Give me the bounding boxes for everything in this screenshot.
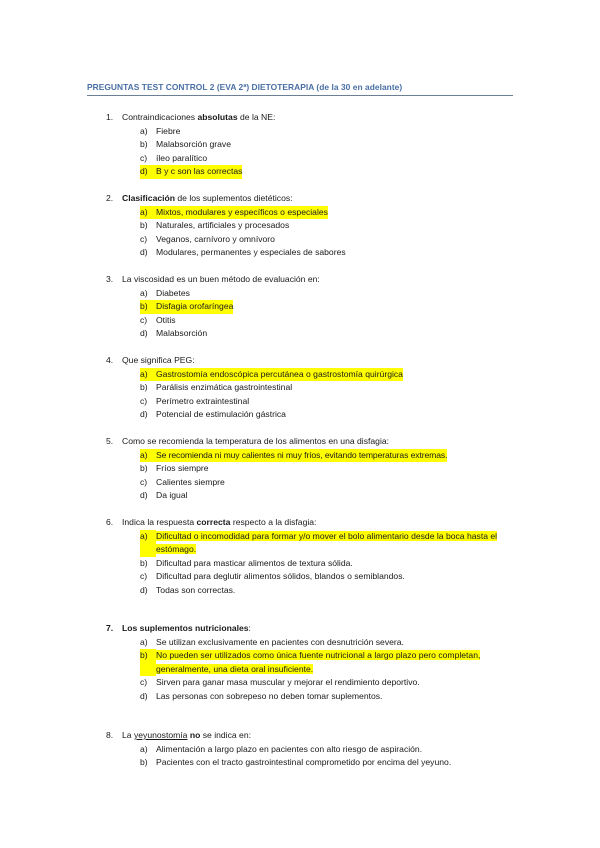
question-text: Clasificación de los suplementos dietéticos: — [122, 193, 293, 203]
option-a-correct: a) Gastrostomía endoscópica percutánea o gastrostomía quirúrgica — [140, 368, 516, 382]
question-1 — [106, 111, 516, 179]
question-3 — [106, 273, 516, 341]
option-b-correct: b) Disfagia orofaríngea — [140, 300, 516, 314]
option-b: b) Fríos siempre — [140, 463, 209, 473]
question-text: Que significa PEG: — [122, 355, 195, 365]
option-d: d) Todas son correctas. — [140, 584, 236, 595]
option-b: b) Naturales, artificiales y procesados — [140, 220, 290, 230]
question-number: 1. — [106, 112, 114, 122]
option-b: b) Malabsorción grave — [140, 139, 231, 149]
option-a-correct: a) Se recomienda ni muy calientes ni muy fríos, evitando temperaturas extremas. — [140, 449, 516, 463]
option-c: c) Calientes siempre — [140, 476, 225, 487]
option-c: c) Perímetro extraintestinal — [140, 395, 250, 406]
question-number: 4. — [106, 355, 114, 365]
question-number: 7. — [106, 623, 114, 633]
option-d: d) Las personas con sobrepeso no deben tomar suplementos. — [140, 690, 383, 701]
question-7 — [106, 622, 516, 703]
option-d: d) Da igual — [140, 490, 188, 500]
option-b: b) Dificultad para masticar alimentos de textura sólida. — [140, 557, 353, 568]
question-text: Contraindicaciones absolutas de la NE: — [122, 112, 276, 122]
question-number: 5. — [106, 436, 114, 446]
question-4 — [106, 354, 516, 422]
question-2 — [106, 192, 516, 260]
option-b: b) Parálisis enzimática gastrointestinal — [140, 382, 293, 392]
option-d: d) Potencial de estimulación gástrica — [140, 409, 286, 419]
question-8 — [106, 729, 516, 770]
page-title: PREGUNTAS TEST CONTROL 2 (EVA 2ª) DIETOTERAPIA (de la 30 en adelante) — [87, 82, 403, 92]
question-number: 2. — [106, 193, 114, 203]
question-number: 8. — [106, 730, 114, 740]
option-d: d) Modulares, permanentes y especiales de sabores — [140, 247, 346, 257]
question-number: 3. — [106, 274, 114, 284]
option-d-correct: d) B y c son las correctas — [140, 165, 516, 179]
option-c: c) Veganos, carnívoro y omnívoro — [140, 233, 275, 244]
question-text: La yeyunostomía no se indica en: — [122, 730, 251, 740]
question-number: 6. — [106, 517, 114, 527]
question-text: La viscosidad es un buen método de evaluación en: — [122, 274, 320, 284]
option-a: a) Alimentación a largo plazo en pacientes con alto riesgo de aspiración. — [140, 743, 423, 754]
option-a-correct: a) Mixtos, modulares y específicos o especiales — [140, 206, 516, 220]
option-a: a) Fiebre — [140, 125, 181, 136]
option-c: c) íleo paralítico — [140, 152, 208, 163]
question-text: Los suplementos nutricionales: — [122, 623, 251, 633]
option-c: c) Otitis — [140, 314, 176, 325]
option-a: a) Diabetes — [140, 287, 190, 298]
option-c: c) Sirven para ganar masa muscular y mejorar el rendimiento deportivo. — [140, 677, 420, 687]
question-6 — [106, 516, 516, 597]
question-text: Indica la respuesta correcta respecto a la disfagia: — [122, 517, 317, 527]
option-b: b) Pacientes con el tracto gastrointestinal comprometido por encima del yeyuno. — [140, 757, 452, 767]
option-a-correct: a) Dificultad o incomodidad para formar y/o mover el bolo alimentario desde la boca hasta el estómago. — [140, 530, 516, 557]
question-text: Como se recomienda la temperatura de los alimentos en una disfagia: — [122, 436, 390, 446]
option-d: d) Malabsorción — [140, 328, 208, 338]
title-divider — [87, 95, 513, 96]
option-c: c) Dificultad para deglutir alimentos sólidos, blandos o semiblandos. — [140, 571, 405, 581]
question-5 — [106, 435, 516, 503]
option-a: a) Se utilizan exclusivamente en pacientes con desnutrición severa. — [140, 636, 404, 647]
option-b-correct: b) No pueden ser utilizados como única fuente nutricional a largo plazo pero completan, generalmente, una dieta oral insuficiente. — [140, 649, 516, 676]
